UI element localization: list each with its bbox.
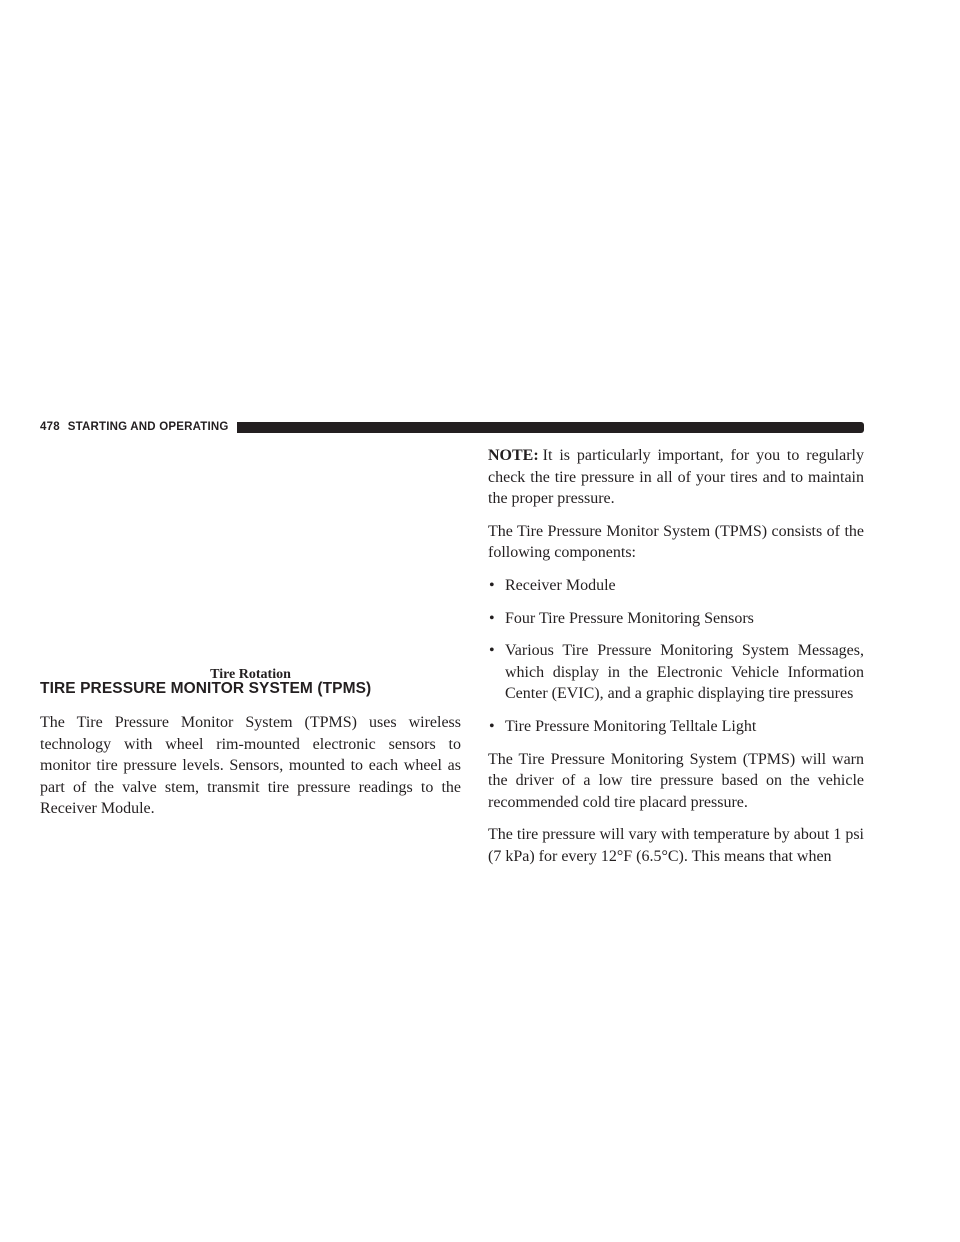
body-paragraph: The Tire Pressure Monitoring System (TPMS) will warn the driver of a low tire pressure based on the vehicle recommended cold tire placard pressure. (488, 750, 864, 811)
figure-caption: Tire Rotation (210, 667, 291, 682)
section-title: STARTING AND OPERATING (67, 421, 229, 433)
bullet-icon: • (489, 609, 495, 627)
components-intro: The Tire Pressure Monitor System (TPMS) consists of the following components: (488, 522, 864, 562)
list-item (488, 575, 864, 597)
note-label: NOTE: (488, 447, 539, 464)
list-item-text: Receiver Module (505, 576, 616, 594)
note-text: It is particularly important, for you to regularly check the tire pressure in all of your tires and to maintain the proper pressure. (488, 447, 864, 508)
list-item-text: Four Tire Pressure Monitoring Sensors (505, 609, 754, 627)
page-number: 478 (40, 421, 60, 433)
list-item-text: Tire Pressure Monitoring Telltale Light (505, 717, 757, 735)
header-rule (237, 422, 864, 433)
list-item (488, 716, 864, 738)
body-paragraph: The Tire Pressure Monitor System (TPMS) uses wireless technology with wheel rim-mounted electronic sensors to monitor tire pressure levels. Sensors, mounted to each wheel as part of the valve stem, transmit tire pressure readings to the Receiver Module. (40, 714, 461, 818)
bullet-icon: • (489, 642, 495, 660)
list-item (488, 640, 864, 705)
section-heading: TIRE PRESSURE MONITOR SYSTEM (TPMS) (40, 680, 372, 697)
bullet-icon: • (489, 576, 495, 594)
page-header (40, 419, 864, 435)
note-paragraph (488, 445, 864, 510)
body-paragraph: The tire pressure will vary with temperature by about 1 psi (7 kPa) for every 12°F (6.5°C). This means that when (488, 826, 864, 865)
list-item (488, 608, 864, 630)
right-column (488, 445, 864, 879)
components-list (488, 575, 864, 738)
list-item-text: Various Tire Pressure Monitoring System Messages, which display in the Electronic Vehicle Information Center (EVIC), and a graphic displaying tire pressures (505, 642, 864, 703)
bullet-icon: • (489, 717, 495, 735)
left-column (40, 712, 461, 831)
